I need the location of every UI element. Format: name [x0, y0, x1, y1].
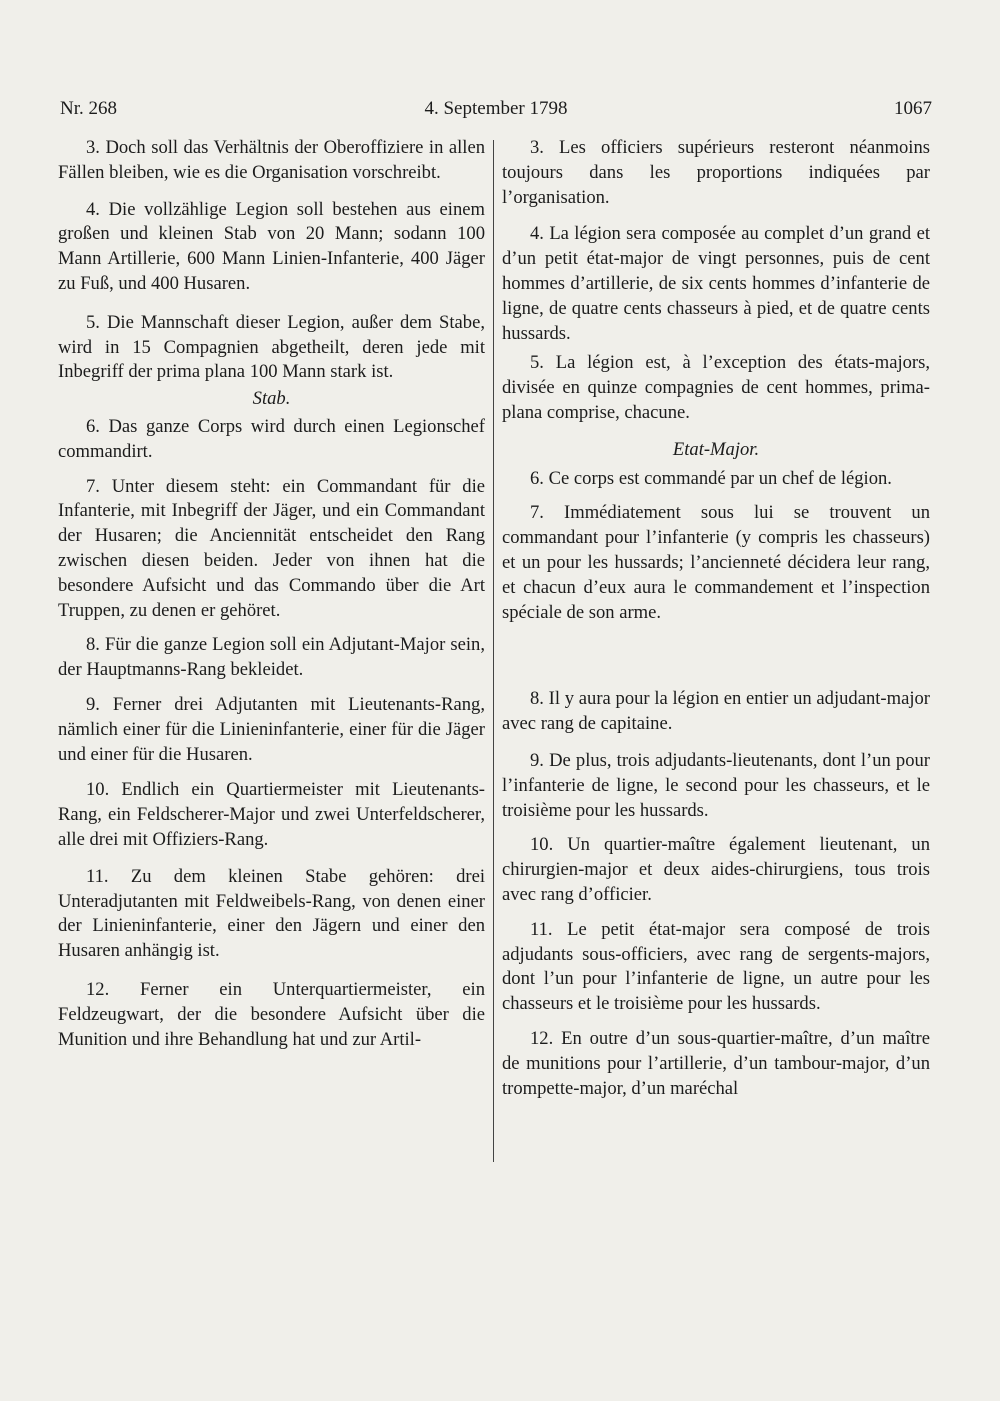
document-number: Nr. 268 — [60, 98, 117, 119]
german-article-5: 5. Die Mannschaft dieser Legion, außer dem Stabe, wird in 15 Compagnien abgetheilt, deren jede mit Inbegriff der prima plana 100 Mann stark ist. — [58, 311, 485, 383]
german-article-11: 11. Zu dem kleinen Stabe gehören: drei Unteradjutanten mit Feldweibels-Rang, von denen einer der Linieninfanterie, einer den Jägern und einer den Husaren anhängig ist. — [58, 865, 485, 962]
french-article-8: 8. Il y aura pour la légion en entier un adjudant-major avec rang de capitaine. — [502, 688, 930, 735]
french-article-3: 3. Les officiers supérieurs resteront néanmoins toujours dans les proportions indiquées par l’organisation. — [502, 137, 930, 208]
french-article-4: 4. La légion sera composée au complet d’un grand et d’un petit état-major de vingt personnes, puis de cent hommes d’artillerie, de six cents hommes d’infanterie de ligne, de quatre cents chasseurs à pied, et de quatre cents hussards. — [502, 223, 930, 344]
french-article-7: 7. Immédiatement sous lui se trouvent un commandant pour l’infanterie (y compris les chasseurs) et un pour les hussards; l’ancienneté décidera leur rang, et chacun d’eux aura le commandement et l’inspection spéciale de son arme. — [502, 502, 930, 623]
german-article-12: 12. Ferner ein Unterquartiermeister, ein Feldzeugwart, der die besondere Aufsicht über die Munition und ihre Behandlung hat und zur Artil- — [58, 978, 485, 1050]
page-header — [60, 98, 932, 126]
document-date: 4. September 1798 — [424, 98, 568, 119]
french-article-11: 11. Le petit état-major sera composé de trois adjudants sous-officiers, avec rang de sergents-majors, dont l’un pour l’infanterie de ligne, un autre pour les chasseurs et le troisième pour les hussards. — [502, 918, 930, 1015]
german-article-4: 4. Die vollzählige Legion soll bestehen aus einem großen und kleinen Stab von 20 Mann; sodann 100 Mann Artillerie, 600 Mann Linien-Infanterie, 400 Jäger zu Fuß, und 400 Husaren. — [58, 198, 485, 294]
french-heading-etat-major: Etat-Major. — [672, 438, 760, 460]
german-article-3: 3. Doch soll das Verhältnis der Oberoffiziere in allen Fällen bleiben, wie es die Organisation vorschreibt. — [58, 137, 485, 183]
german-article-8: 8. Für die ganze Legion soll ein Adjutant-Major sein, der Hauptmanns-Rang bekleidet. — [58, 634, 485, 681]
french-article-5: 5. La légion est, à l’exception des états-majors, divisée en quinze compagnies de cent hommes, prima-plana comprise, chacune. — [502, 352, 930, 423]
french-article-10: 10. Un quartier-maître également lieutenant, un chirurgien-major et deux aides-chirurgiens, tous trois avec rang d’officier. — [502, 834, 930, 905]
french-article-6: 6. Ce corps est commandé par un chef de légion. — [530, 467, 892, 489]
french-article-9: 9. De plus, trois adjudants-lieutenants, dont l’un pour l’infanterie de ligne, le second pour les chasseurs, et le troisième pour les hussards. — [502, 749, 930, 821]
french-article-12: 12. En outre d’un sous-quartier-maître, d’un maître de munitions pour l’artillerie, d’un tambour-major, d’un trompette-major, d’un maréchal — [502, 1027, 930, 1099]
german-column — [58, 136, 485, 1052]
german-article-6: 6. Das ganze Corps wird durch einen Legionschef commandirt. — [58, 415, 485, 462]
french-column — [502, 136, 930, 1101]
german-article-7: 7. Unter diesem steht: ein Commandant für die Infanterie, mit Inbegriff der Jäger, und ein Commandant der Husaren; die Anciennität entscheidet den Rang zwischen diesen beiden. Jeder von ihnen hat die besondere Aufsicht und das Commando über die Art Truppen, zu denen er gehöret. — [58, 475, 485, 621]
column-divider — [493, 140, 494, 1162]
german-heading-stab: Stab. — [252, 388, 291, 410]
page-number: 1067 — [894, 98, 932, 119]
german-article-9: 9. Ferner drei Adjutanten mit Lieutenants-Rang, nämlich einer für die Linieninfanterie, einer für die Jäger und einer für die Husaren. — [58, 693, 485, 765]
german-article-10: 10. Endlich ein Quartiermeister mit Lieutenants-Rang, ein Feldscherer-Major und zwei Unterfeldscherer, alle drei mit Offiziers-Rang. — [58, 779, 485, 850]
